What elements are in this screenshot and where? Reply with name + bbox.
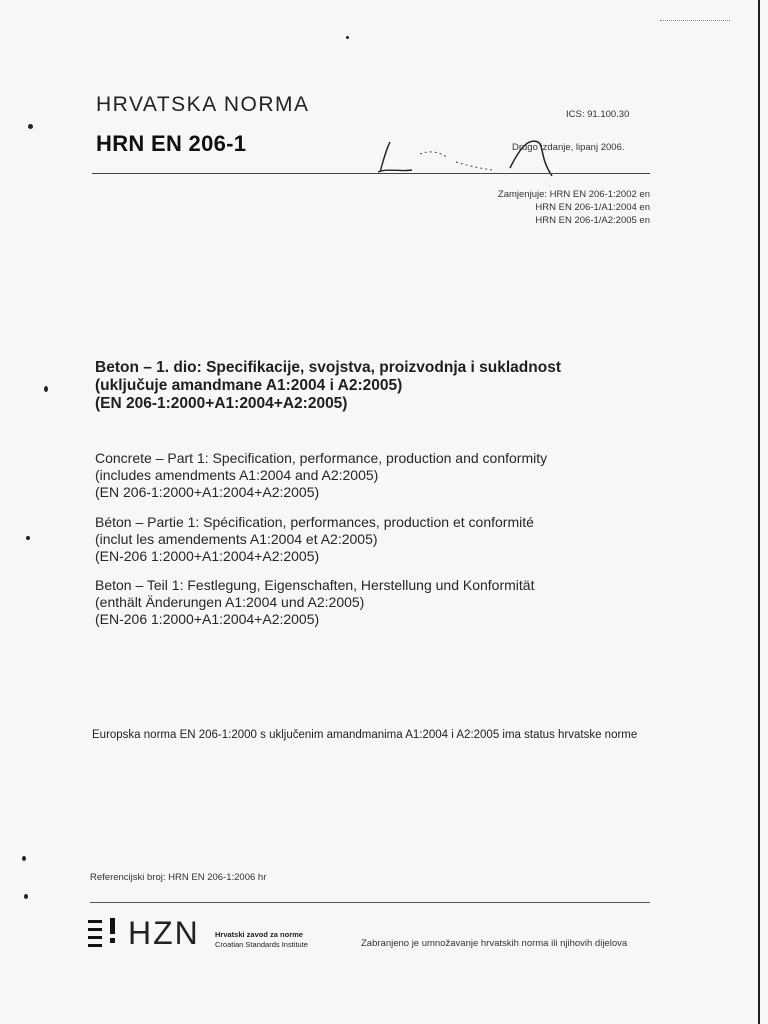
title-line: (EN-206 1:2000+A1:2004+A2:2005)	[95, 548, 320, 564]
replaces-line: HRN EN 206-1/A2:2005 en	[535, 215, 650, 226]
scan-speck	[44, 386, 48, 392]
institute-name-hr: Hrvatski zavod za norme	[215, 930, 303, 939]
title-line: (EN 206-1:2000+A1:2004+A2:2005)	[95, 395, 348, 412]
title-line: Beton – Teil 1: Festlegung, Eigenschaften, Herstellung und Konformität	[95, 577, 535, 593]
title-line: (enthält Änderungen A1:2004 und A2:2005)	[95, 594, 365, 610]
title-german	[95, 577, 534, 628]
copyright-notice: Zabranjeno je umnožavanje hrvatskih norma ili njihovih dijelova	[361, 938, 628, 949]
scan-speck	[22, 856, 26, 861]
title-english	[95, 450, 547, 501]
scan-speck	[26, 536, 30, 540]
footer-divider	[90, 902, 650, 903]
reference-number: Referencijski broj: HRN EN 206-1:2006 hr	[90, 872, 267, 883]
scan-speck	[346, 36, 349, 39]
replaces-block	[498, 188, 650, 227]
ics-code: ICS: 91.100.30	[566, 109, 630, 120]
standard-code: HRN EN 206-1	[96, 131, 247, 156]
scan-mark	[660, 20, 730, 21]
hzn-logo-icon	[88, 918, 120, 948]
norm-label: HRVATSKA NORMA	[96, 93, 310, 116]
scan-speck	[28, 124, 33, 129]
edition-date: Drugo izdanje, lipanj 2006.	[512, 142, 625, 153]
title-croatian	[95, 359, 561, 413]
title-line: (EN-206 1:2000+A1:2004+A2:2005)	[95, 611, 320, 627]
title-line: Beton – 1. dio: Specifikacije, svojstva, proizvodnja i sukladnost	[95, 359, 561, 376]
title-line: (inclut les amendements A1:2004 et A2:2005)	[95, 531, 378, 547]
institute-name	[215, 930, 308, 950]
title-line: Béton – Partie 1: Spécification, performances, production et conformité	[95, 514, 534, 530]
title-line: (EN 206-1:2000+A1:2004+A2:2005)	[95, 484, 320, 500]
hzn-logo-text: HZN	[128, 915, 200, 951]
status-statement: Europska norma EN 206-1:2000 s uključenim amandmanima A1:2004 i A2:2005 ima status hrvatske norme	[92, 729, 638, 741]
title-line: Concrete – Part 1: Specification, performance, production and conformity	[95, 450, 548, 466]
institute-name-en: Croatian Standards Institute	[215, 940, 308, 949]
scan-speck	[24, 894, 28, 899]
replaces-line: HRN EN 206-1/A1:2004 en	[535, 202, 650, 213]
header-divider	[92, 173, 650, 174]
title-line: (includes amendments A1:2004 and A2:2005)	[95, 467, 379, 483]
title-line: (uključuje amandmane A1:2004 i A2:2005)	[95, 377, 403, 394]
title-french	[95, 514, 534, 565]
replaces-line: Zamjenjuje: HRN EN 206-1:2002 en	[497, 189, 650, 200]
